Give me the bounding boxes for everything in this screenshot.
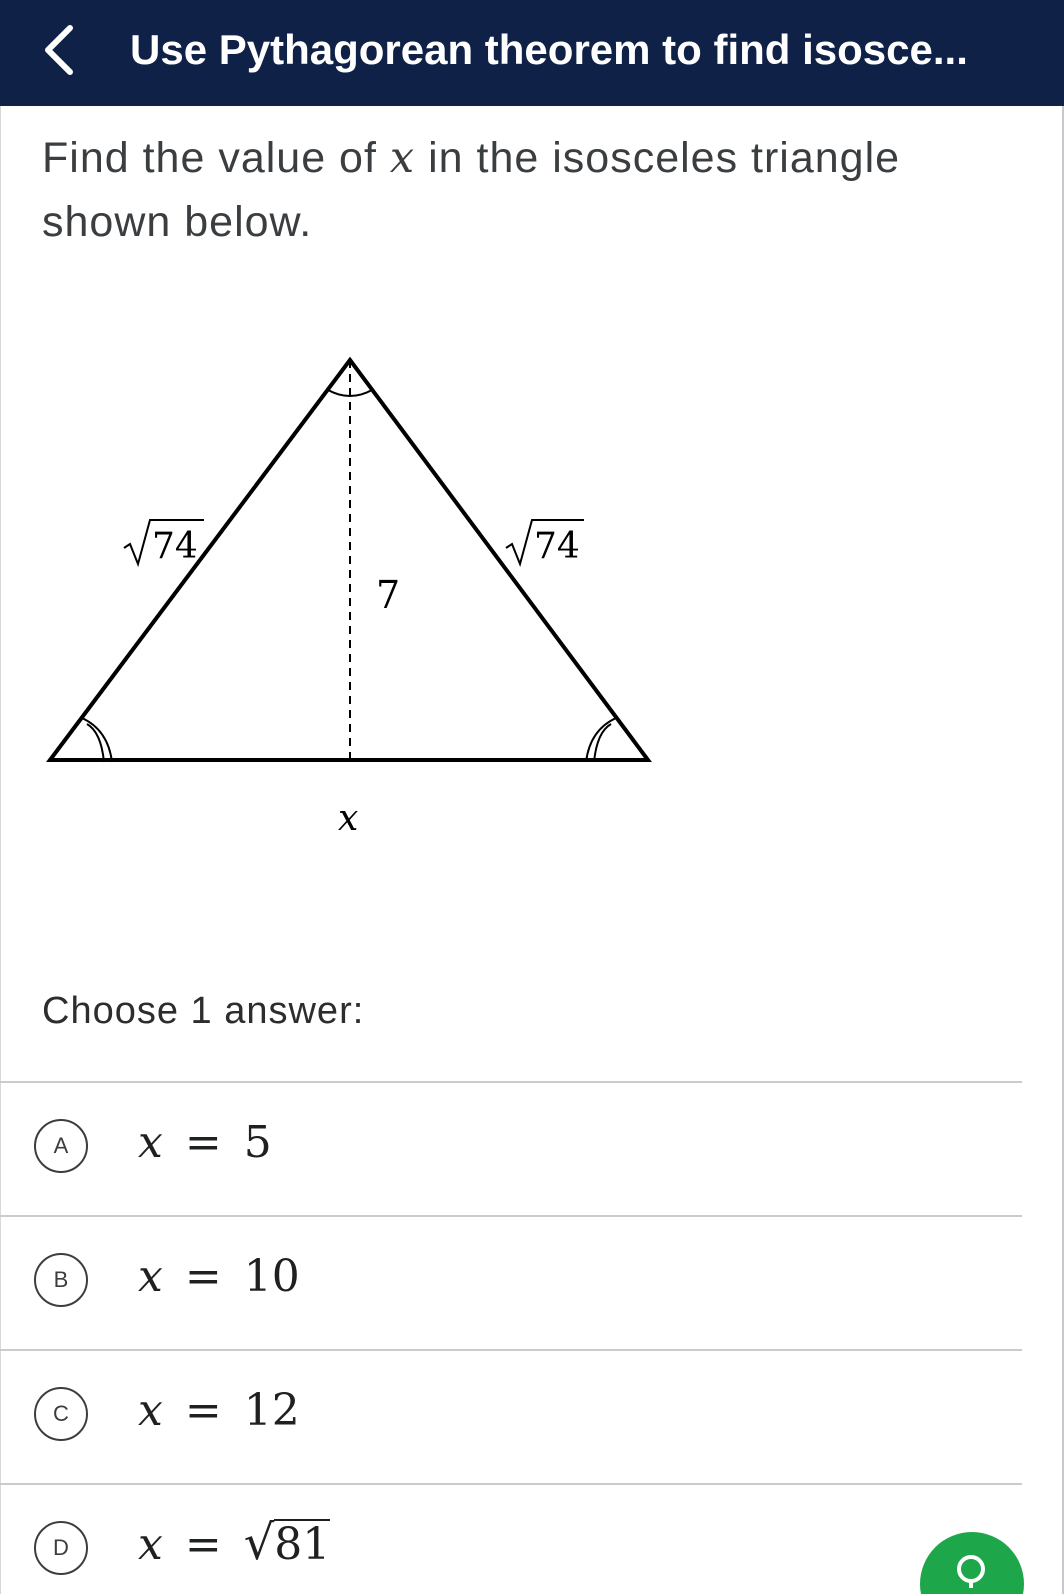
isosceles-triangle-figure xyxy=(0,330,700,890)
choice-letter-a: A xyxy=(34,1119,88,1173)
choice-d-value: 81 xyxy=(274,1519,331,1570)
choice-d-variable: x xyxy=(138,1519,163,1570)
base-label: x xyxy=(338,798,359,839)
choice-letter-b: B xyxy=(34,1253,88,1307)
choice-a-value: 5 xyxy=(243,1117,272,1168)
left-angle-mark-inner xyxy=(87,724,104,762)
choice-letter-d: D xyxy=(34,1521,88,1575)
right-side-radicand: 74 xyxy=(534,526,580,567)
choice-c-variable: x xyxy=(138,1385,163,1436)
choice-c-equals: = xyxy=(184,1385,222,1436)
choice-a-math xyxy=(138,1117,272,1168)
prompt-text-start: Find the value of xyxy=(42,134,390,182)
answer-choices xyxy=(0,1081,1022,1594)
right-angle-mark-outer xyxy=(586,718,616,762)
lightbulb-icon xyxy=(954,1554,988,1588)
choice-c-math xyxy=(138,1385,300,1436)
choice-c[interactable] xyxy=(0,1349,1022,1483)
height-label: 7 xyxy=(376,573,401,617)
left-side-radicand: 74 xyxy=(152,526,198,567)
prompt-text-end: in the isosceles triangle shown below. xyxy=(42,134,901,246)
page-title: Use Pythagorean theorem to find isosce... xyxy=(130,26,968,73)
left-side-label xyxy=(124,520,204,567)
choice-d[interactable] xyxy=(0,1483,1022,1594)
choice-b-variable: x xyxy=(138,1251,163,1302)
radical-sign-icon: √ xyxy=(243,1515,275,1571)
choice-d-equals: = xyxy=(184,1519,222,1570)
choice-b-equals: = xyxy=(184,1251,222,1302)
back-button[interactable] xyxy=(30,20,90,80)
choice-c-value: 12 xyxy=(243,1385,300,1436)
choice-letter-c: C xyxy=(34,1387,88,1441)
right-angle-mark-inner xyxy=(594,724,611,762)
prompt-variable: x xyxy=(389,133,416,183)
choice-a-variable: x xyxy=(138,1117,163,1168)
choice-a[interactable] xyxy=(0,1081,1022,1215)
chevron-left-icon xyxy=(40,24,80,76)
choice-d-sqrt xyxy=(243,1515,331,1571)
choice-a-equals: = xyxy=(184,1117,222,1168)
right-side-label xyxy=(506,520,584,567)
top-bar xyxy=(0,0,1064,106)
choice-d-math xyxy=(138,1515,331,1571)
choose-instruction: Choose 1 answer: xyxy=(42,990,365,1032)
question-prompt xyxy=(42,126,1032,254)
left-angle-mark-outer xyxy=(82,718,112,762)
choice-b[interactable] xyxy=(0,1215,1022,1349)
choice-b-math xyxy=(138,1251,300,1302)
choice-b-value: 10 xyxy=(243,1251,300,1302)
